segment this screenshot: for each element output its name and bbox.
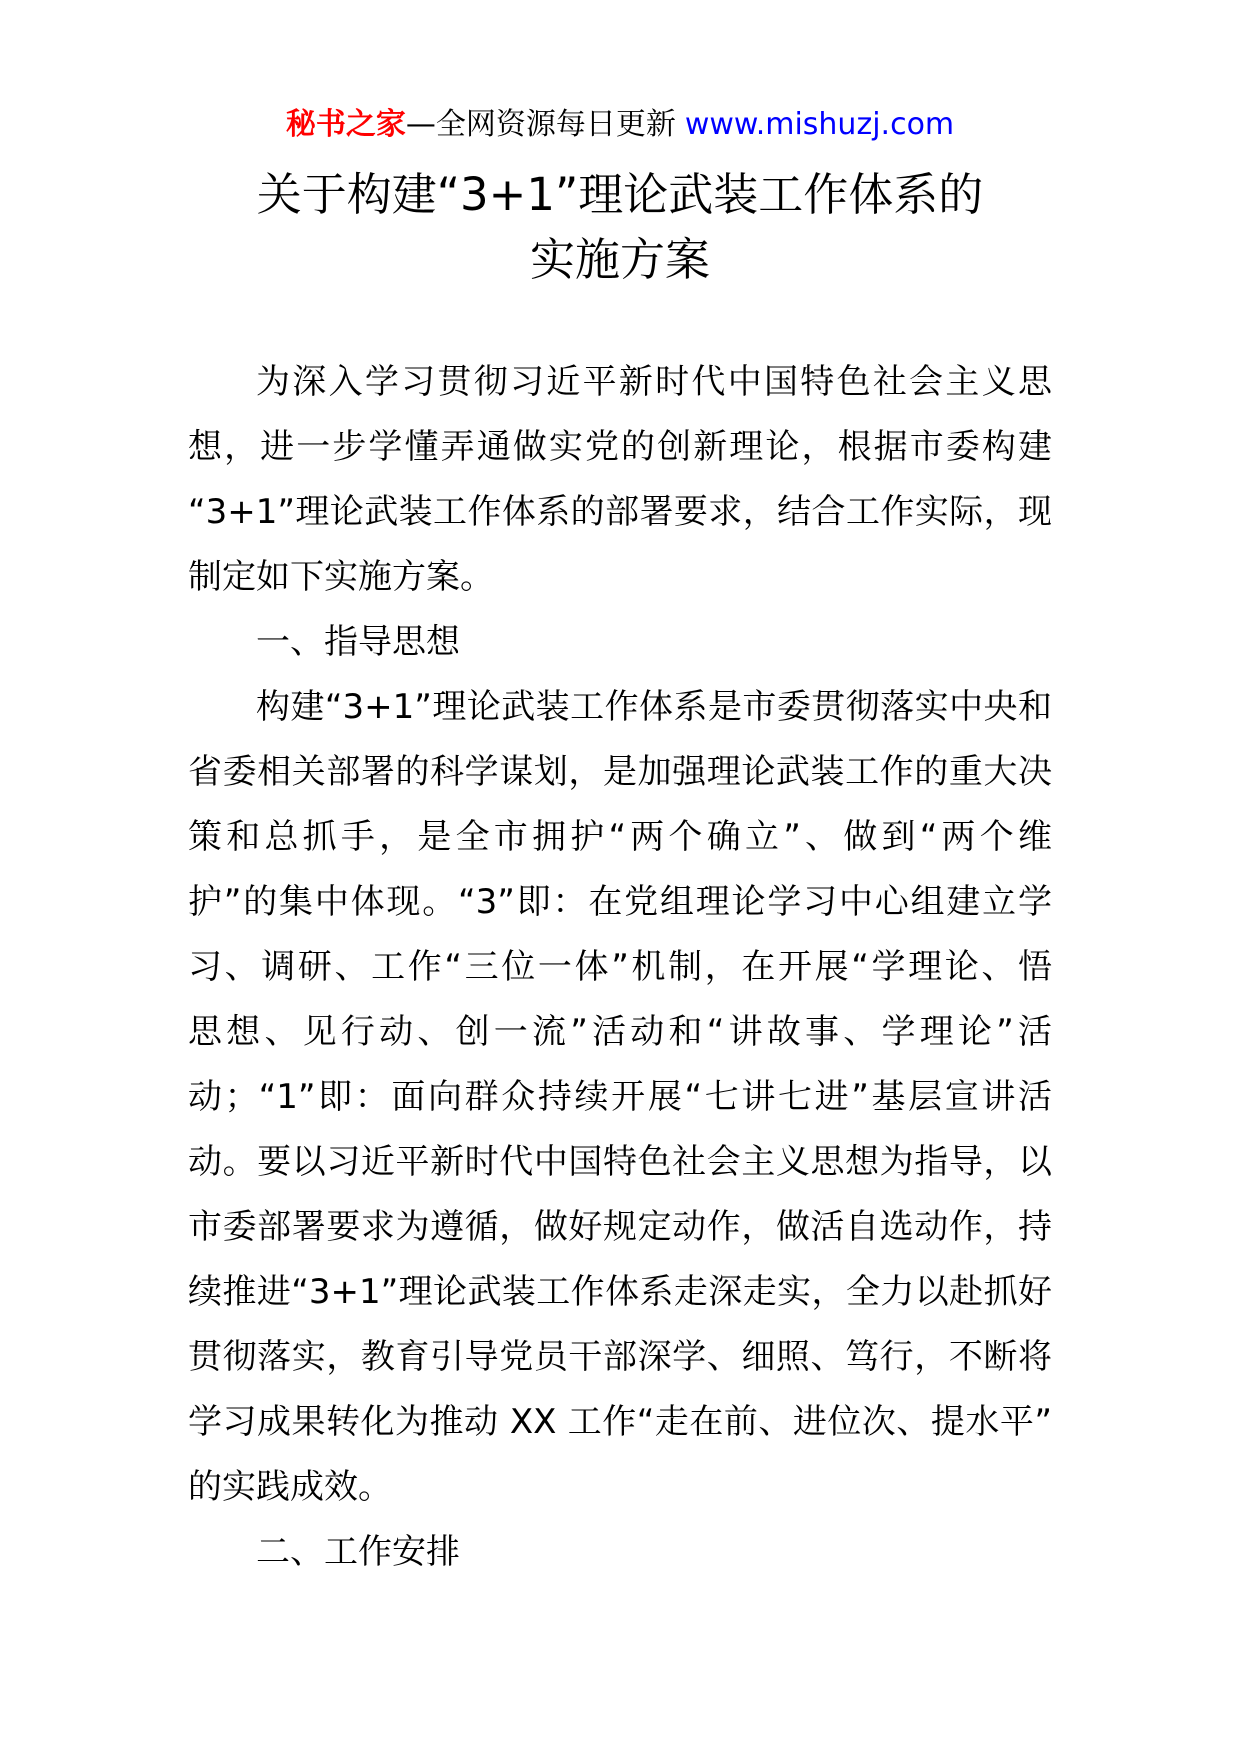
- section1-line: 市委部署要求为遵循，做好规定动作，做活自选动作，持: [188, 1207, 1052, 1247]
- section1-line: 续推进“3+1”理论武装工作体系走深走实，全力以赴抓好: [188, 1272, 1052, 1312]
- intro-line: “3+1”理论武装工作体系的部署要求，结合工作实际，现: [188, 492, 1052, 532]
- intro-line: 想，进一步学懂弄通做实党的创新理论，根据市委构建: [188, 427, 1052, 467]
- section1-line: 动。要以习近平新时代中国特色社会主义思想为指导，以: [188, 1142, 1052, 1182]
- section1-line: 护”的集中体现。“3”即：在党组理论学习中心组建立学: [188, 882, 1052, 922]
- site-header: [0, 105, 1240, 145]
- section1-line: 动；“1”即：面向群众持续开展“七讲七进”基层宣讲活: [188, 1077, 1052, 1117]
- site-tagline: —全网资源每日更新: [405, 107, 676, 142]
- section1-line: 贯彻落实，教育引导党员干部深学、细照、笃行，不断将: [188, 1337, 1052, 1377]
- section-heading-guiding-thought: 一、指导思想: [256, 622, 460, 662]
- section1-line: 思想、见行动、创一流”活动和“讲故事、学理论”活: [188, 1012, 1052, 1052]
- title-line-2: 实施方案: [529, 233, 710, 286]
- intro-line: 制定如下实施方案。: [188, 557, 494, 597]
- site-url: www.mishuzj.com: [684, 107, 955, 142]
- section1-line: 习、调研、工作“三位一体”机制，在开展“学理论、悟: [188, 947, 1052, 987]
- document-title: [0, 162, 1240, 292]
- section1-line: 策和总抓手，是全市拥护“两个确立”、做到“两个维: [188, 817, 1052, 857]
- section1-line: 学习成果转化为推动 XX 工作“走在前、进位次、提水平”: [188, 1402, 1052, 1442]
- section1-line: 的实践成效。: [188, 1467, 392, 1507]
- intro-line: 为深入学习贯彻习近平新时代中国特色社会主义思: [256, 362, 1052, 402]
- site-brand: 秘书之家: [285, 107, 406, 142]
- document-body: [188, 350, 1052, 1585]
- title-line-1: 关于构建“3+1”理论武装工作体系的: [256, 168, 984, 221]
- section1-line: 省委相关部署的科学谋划，是加强理论武装工作的重大决: [188, 752, 1052, 792]
- section-heading-work-arrangement: 二、工作安排: [256, 1532, 460, 1572]
- section1-line: 构建“3+1”理论武装工作体系是市委贯彻落实中央和: [256, 687, 1052, 727]
